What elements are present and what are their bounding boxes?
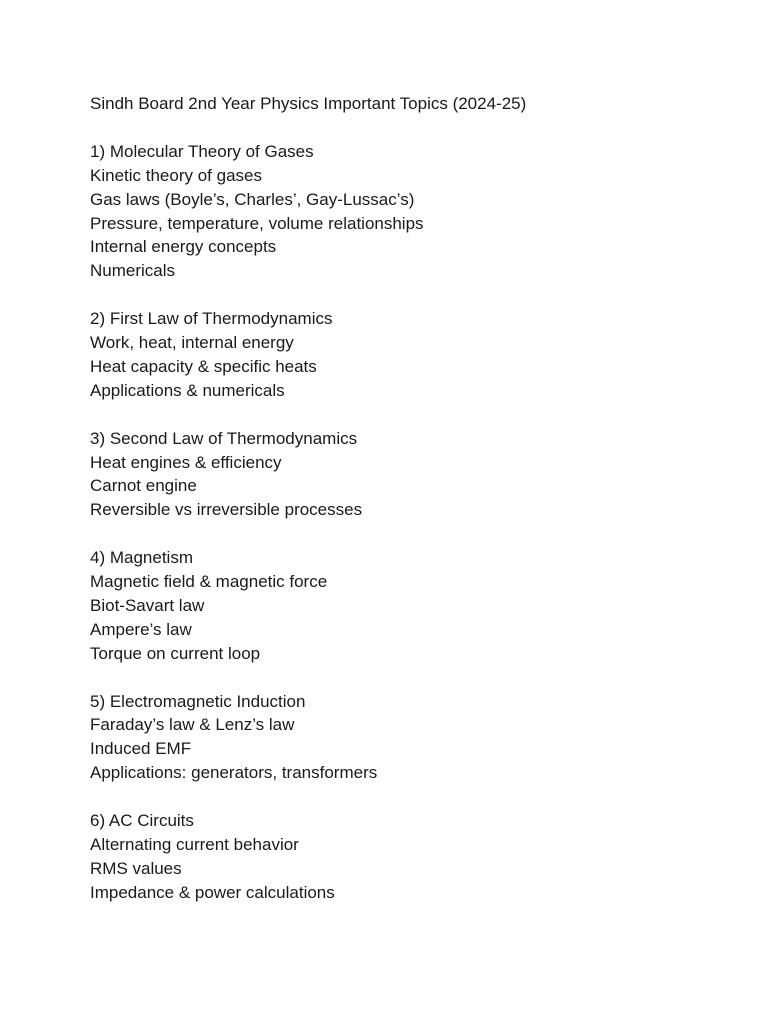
section-heading: 1) Molecular Theory of Gases bbox=[90, 141, 314, 161]
topic-item: Gas laws (Boyle’s, Charles’, Gay-Lussac’s) bbox=[90, 189, 415, 209]
topic-item: Impedance & power calculations bbox=[90, 882, 335, 902]
topic-item: Ampere’s law bbox=[90, 619, 192, 639]
topic-item: Heat engines & efficiency bbox=[90, 452, 282, 472]
topic-item: Magnetic field & magnetic force bbox=[90, 572, 328, 592]
section-first-law bbox=[90, 307, 730, 403]
topic-item: Applications & numericals bbox=[90, 380, 285, 400]
topic-item: Induced EMF bbox=[90, 739, 192, 759]
topic-item: Reversible vs irreversible processes bbox=[90, 500, 363, 520]
topic-item: Biot-Savart law bbox=[90, 595, 205, 615]
section-heading: 5) Electromagnetic Induction bbox=[90, 691, 306, 711]
document-content bbox=[90, 92, 730, 905]
topic-item: Numericals bbox=[90, 261, 176, 281]
section-electromagnetic-induction bbox=[90, 690, 730, 786]
section-ac-circuits bbox=[90, 809, 730, 905]
section-heading: 6) AC Circuits bbox=[90, 811, 194, 831]
section-heading: 4) Magnetism bbox=[90, 548, 193, 568]
section-magnetism bbox=[90, 546, 730, 666]
topic-item: Heat capacity & specific heats bbox=[90, 356, 317, 376]
topic-item: Pressure, temperature, volume relationships bbox=[90, 213, 424, 233]
topic-item: Kinetic theory of gases bbox=[90, 165, 262, 185]
topic-item: Alternating current behavior bbox=[90, 835, 299, 854]
section-heading: 3) Second Law of Thermodynamics bbox=[90, 428, 358, 448]
topic-item: Applications: generators, transformers bbox=[90, 763, 378, 783]
section-molecular-theory bbox=[90, 140, 730, 283]
topic-item: Carnot engine bbox=[90, 476, 197, 496]
topic-item: RMS values bbox=[90, 858, 182, 878]
topic-item: Work, heat, internal energy bbox=[90, 333, 294, 353]
topic-item: Faraday’s law & Lenz’s law bbox=[90, 715, 295, 735]
topic-item: Internal energy concepts bbox=[90, 237, 277, 257]
section-second-law bbox=[90, 427, 730, 523]
document-title: Sindh Board 2nd Year Physics Important Topics (2024-25) bbox=[90, 94, 527, 113]
section-heading: 2) First Law of Thermodynamics bbox=[90, 309, 333, 329]
topic-item: Torque on current loop bbox=[90, 643, 261, 663]
